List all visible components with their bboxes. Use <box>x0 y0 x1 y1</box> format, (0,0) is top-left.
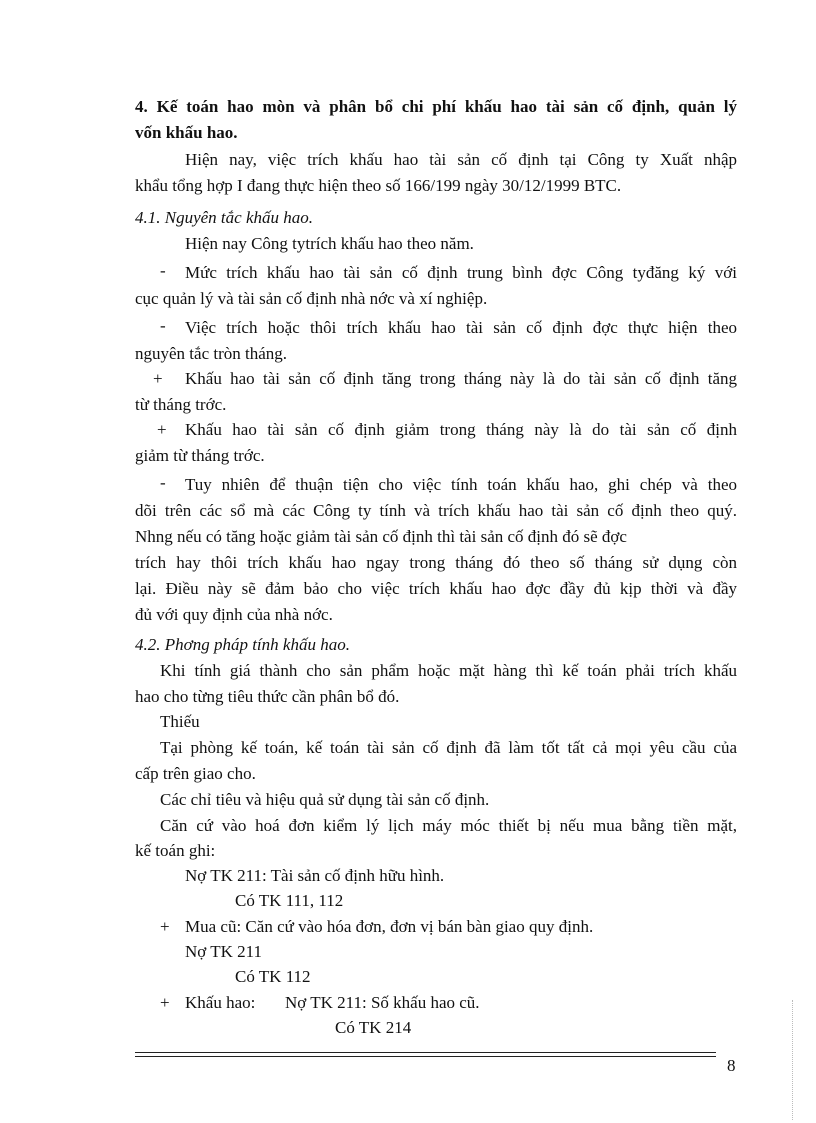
paragraph-line: Căn cứ vào hoá đơn kiểm lý lịch máy móc thiết bị nếu mua bằng tiền mặt, <box>160 816 737 835</box>
journal-entry: Nợ TK 211: Tài sản cố định hữu hình. <box>185 866 445 885</box>
plus-bullet: + <box>157 420 167 439</box>
dash-bullet: - <box>160 316 166 335</box>
intro-line-1: Hiện nay, việc trích khấu hao tài sản cố định tại Công ty Xuất nhập <box>185 150 737 169</box>
list-item-line: giảm từ tháng trớc. <box>135 446 265 465</box>
page-number: 8 <box>727 1056 736 1075</box>
plus-bullet: + <box>160 993 170 1012</box>
list-item-line: Khấu hao tài sản cố định giảm trong tháng này là do tài sản cố định <box>185 420 737 439</box>
journal-entry: Nợ TK 211 <box>185 942 262 961</box>
dash-bullet: - <box>160 261 166 280</box>
journal-entry: Có TK 112 <box>235 967 311 986</box>
list-item-line: từ tháng trớc. <box>135 395 227 414</box>
list-item-line: Mua cũ: Căn cứ vào hóa đơn, đơn vị bán bàn giao quy định. <box>185 917 594 936</box>
journal-entry: Có TK 214 <box>335 1018 412 1037</box>
paragraph-line: Thiếu <box>160 712 200 731</box>
subsection-title-4-2: 4.2. Phơng pháp tính khấu hao. <box>135 635 350 654</box>
list-item-line: dõi trên các sổ mà các Công ty tính và trích khấu hao tài sản cố định theo quý. <box>135 501 737 520</box>
paragraph: Hiện nay Công tytrích khấu hao theo năm. <box>185 234 474 253</box>
list-item-label: Khấu hao: <box>185 993 256 1012</box>
list-item-line: lại. Điều này sẽ đảm bảo cho việc trích khấu hao đợc đầy đủ kịp thời và đầy <box>135 579 737 598</box>
footer-rule <box>135 1052 716 1053</box>
section-heading-line-2: vốn khấu hao. <box>135 123 238 142</box>
subsection-title-4-1: 4.1. Nguyên tắc khấu hao. <box>135 208 313 227</box>
plus-bullet: + <box>160 917 170 936</box>
journal-entry: Nợ TK 211: Số khấu hao cũ. <box>285 993 480 1012</box>
list-item-line: đủ với quy định của nhà nớc. <box>135 605 333 624</box>
list-item-line: Nhng nếu có tăng hoặc giảm tài sản cố định thì tài sản cố định đó sẽ đợc <box>135 527 627 546</box>
page-edge <box>792 1000 793 1120</box>
footer-rule <box>135 1056 716 1057</box>
list-item-line: Việc trích hoặc thôi trích khấu hao tài sản cố định đợc thực hiện theo <box>185 318 737 337</box>
list-item-line: cục quản lý và tài sản cố định nhà nớc và xí nghiệp. <box>135 289 488 308</box>
paragraph-line: cấp trên giao cho. <box>135 764 256 783</box>
plus-bullet: + <box>153 369 163 388</box>
list-item-line: nguyên tắc tròn tháng. <box>135 344 288 363</box>
paragraph-line: Các chỉ tiêu và hiệu quả sử dụng tài sản cố định. <box>160 790 490 809</box>
list-item-line: Mức trích khấu hao tài sản cố định trung bình đợc Công tyđăng ký với <box>185 263 737 282</box>
paragraph-line: Tại phòng kế toán, kế toán tài sản cố định đã làm tốt tất cả mọi yêu cầu của <box>160 738 737 757</box>
list-item-line: trích hay thôi trích khấu hao ngay trong tháng đó theo số tháng sử dụng còn <box>135 553 737 572</box>
dash-bullet: - <box>160 473 166 492</box>
paragraph-line: Khi tính giá thành cho sản phẩm hoặc mặt hàng thì kế toán phải trích khấu <box>160 661 737 680</box>
paragraph-line: hao cho từng tiêu thức cần phân bổ đó. <box>135 687 400 706</box>
section-heading-line-1: 4. Kế toán hao mòn và phân bổ chi phí khấu hao tài sản cố định, quản lý <box>135 97 737 116</box>
journal-entry: Có TK 111, 112 <box>235 891 344 910</box>
list-item-line: Tuy nhiên để thuận tiện cho việc tính toán khấu hao, ghi chép và theo <box>185 475 737 494</box>
list-item-line: Khấu hao tài sản cố định tăng trong tháng này là do tài sản cố định tăng <box>185 369 737 388</box>
paragraph-line: kế toán ghi: <box>135 841 216 860</box>
intro-line-2: khẩu tổng hợp I đang thực hiện theo số 166/199 ngày 30/12/1999 BTC. <box>135 176 622 195</box>
